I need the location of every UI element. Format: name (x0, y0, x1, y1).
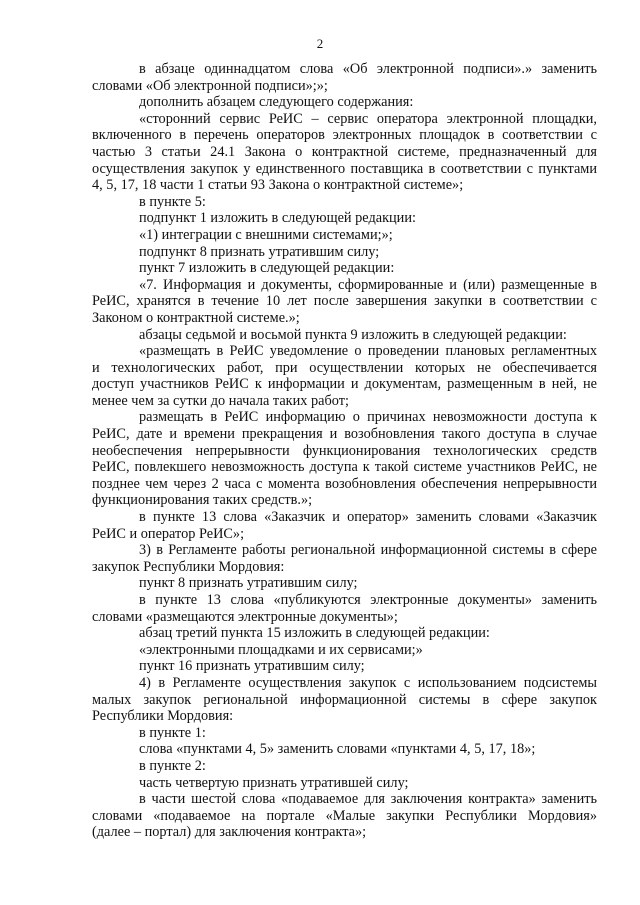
text-line: менее чем за сутки до начала таких работ; (92, 392, 349, 409)
text-line: позднее чем через 2 часа с момента возобновления обеспечения непрерывности (92, 475, 597, 492)
text-line: в абзаце одиннадцатом слова «Об электронной подписи».» заменить (139, 61, 597, 77)
text-line: функционирования таких средств.»; (92, 492, 313, 509)
text-line: абзацы седьмой и восьмой пункта 9 изложить в следующей редакции: (139, 326, 567, 343)
text-line: словами «подаваемое на портале «Малые закупки Республики Мордовия» (92, 807, 597, 824)
text-line: пункт 8 признать утратившим силу; (139, 575, 358, 592)
text-line: доступ участников РеИС к информации и документам, размещенным в ней, не (92, 376, 597, 393)
text-line: в части шестой слова «подаваемое для заключения контракта» заменить (139, 791, 597, 808)
text-line: в пункте 2: (139, 757, 206, 774)
text-line: «электронными площадками и их сервисами;» (139, 641, 423, 658)
text-line: малых закупок региональной информационной системы в сфере закупок (92, 691, 597, 708)
text-line: в пункте 13 слова «публикуются электронные документы» заменить (139, 592, 597, 608)
text-line: РеИС и оператор РеИС»; (92, 525, 245, 542)
text-line: дополнить абзацем следующего содержания: (139, 94, 414, 111)
text-line: словами «Об электронной подписи»;»; (92, 77, 328, 94)
text-line: «7. Информация и документы, сформированные и (или) размещенные в (139, 276, 597, 293)
text-line: РеИС, дате и времени прекращения и возобновления такого доступа в случае (92, 426, 597, 443)
text-line: необеспечения непрерывности функционирования технологических средств (92, 442, 597, 459)
text-line: Республики Мордовия: (92, 708, 234, 725)
text-line: частью 3 статьи 24.1 Закона о контрактной системе, предназначенный для (92, 143, 597, 160)
text-line: словами «размещаются электронные документы»; (92, 608, 398, 625)
text-line: «1) интеграции с внешними системами;»; (139, 226, 393, 243)
document-body (92, 61, 597, 841)
page-number: 2 (316, 36, 324, 51)
text-line: осуществления закупок у единственного поставщика в соответствии с пунктами (92, 160, 597, 177)
text-line: РеИС, повлекшего невозможность доступа к такой системе участников РеИС, не (92, 459, 597, 476)
text-line: абзац третий пункта 15 изложить в следующей редакции: (139, 625, 490, 642)
text-line: закупок Республики Мордовия: (92, 558, 285, 575)
text-line: подпункт 1 изложить в следующей редакции: (139, 210, 416, 227)
text-line: включенного в перечень операторов электронных площадок в соответствии с (92, 127, 597, 144)
text-line: в пункте 13 слова «Заказчик и оператор» заменить словами «Заказчик (139, 509, 597, 526)
text-line: Законом о контрактной системе.»; (92, 309, 300, 326)
text-line: слова «пунктами 4, 5» заменить словами «пунктами 4, 5, 17, 18»; (139, 741, 536, 758)
text-line: РеИС, хранятся в течение 10 лет после завершения закупки в соответствии с (92, 293, 597, 310)
text-line: 3) в Регламенте работы региональной информационной системы в сфере (139, 542, 597, 559)
text-line: размещать в РеИС информацию о причинах невозможности доступа к (139, 409, 597, 426)
text-line: 4, 5, 17, 18 части 1 статьи 93 Закона о контрактной системе»; (92, 177, 464, 194)
text-line: и технологических работ, при осуществлении которых не обеспечивается (92, 359, 597, 376)
text-line: пункт 16 признать утратившим силу; (139, 658, 365, 675)
text-line: в пункте 5: (139, 193, 206, 210)
text-line: (далее – портал) для заключения контракта»; (92, 824, 367, 841)
text-line: 4) в Регламенте осуществления закупок с использованием подсистемы (139, 674, 597, 691)
text-line: пункт 7 изложить в следующей редакции: (139, 260, 395, 277)
text-line: в пункте 1: (139, 724, 206, 741)
text-line: часть четвертую признать утратившей силу; (139, 774, 409, 791)
text-line: «сторонний сервис РеИС – сервис оператора электронной площадки, (139, 110, 597, 127)
text-line: подпункт 8 признать утратившим силу; (139, 243, 380, 260)
text-line: «размещать в РеИС уведомление о проведении плановых регламентных (139, 343, 597, 360)
